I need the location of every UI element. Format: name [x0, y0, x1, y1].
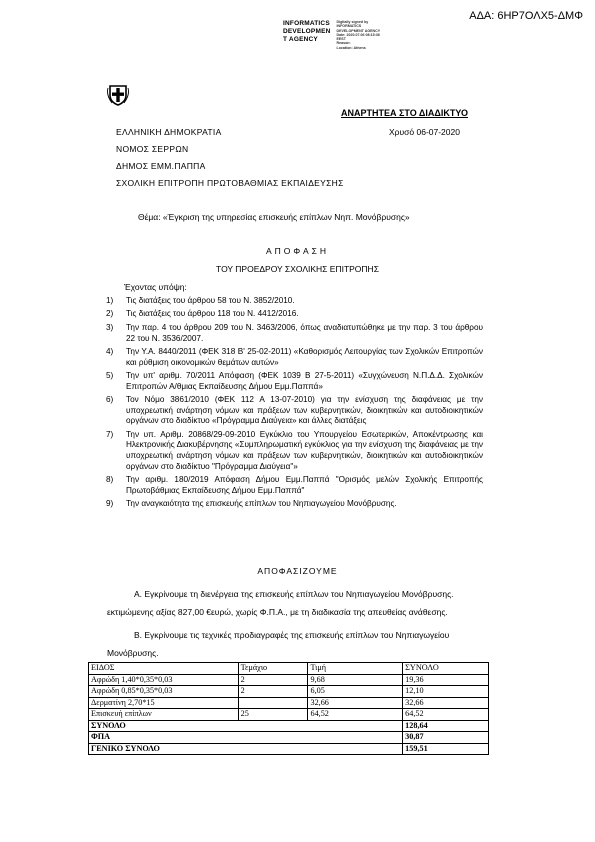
publish-online-notice: ΑΝΑΡΤΗΤΕΑ ΣΤΟ ΔΙΑΔΙΚΤΥΟ	[341, 108, 468, 118]
list-text: Τις διατάξεις του άρθρου 58 του Ν. 3852/2010.	[126, 296, 295, 305]
list-text: Την αναγκαιότητα της επισκευής επίπλων του Νηπιαγωγείου Μονόβρυσης.	[126, 499, 397, 509]
list-item	[106, 371, 483, 392]
list-number: 8)	[106, 475, 114, 485]
considering-label: Έχοντας υπόψη:	[124, 282, 187, 292]
list-item	[106, 296, 483, 307]
decision-heading: ΑΠΟΦΑΣΙΖΟΥΜΕ	[257, 566, 338, 576]
list-number: 7)	[106, 429, 114, 439]
list-number: 4)	[106, 347, 114, 357]
list-text: Την υπ. Αριθμ. 20868/29-09-2010 Εγκύκλιο του Υπουργείου Εσωτερικών, Αποκέντρωσης και Ηλεκτρονικής Διακυβέρνησης «Συμπληρωματική εγκύκλιος για την ενίσχυση της διαφάνειας με την υποχρεωτική ανάρτηση νόμων και πράξεων των κυβερνητικών, διοικητικών και αυτοδιοικητικών οργάνων στο διαδίκτυο "Πρόγραμμα Διαύγεια"»	[126, 429, 483, 471]
total-value: 128,64	[403, 720, 489, 732]
table-cell: Αφρώδη 1,40*0,35*0,03	[89, 674, 239, 686]
table-cell: 19,36	[403, 674, 489, 686]
digital-signature-stamp	[283, 20, 380, 50]
subtotal-row	[89, 720, 489, 732]
column-header: ΕΙΔΟΣ	[89, 663, 239, 675]
total-value: 30,87	[403, 732, 489, 744]
document-date: Χρυσό 06-07-2020	[389, 127, 460, 137]
signature-line: Location: Athens	[336, 45, 366, 50]
ia-logo-line: T AGENCY	[283, 36, 318, 43]
table-cell	[238, 697, 308, 709]
list-number: 1)	[106, 296, 114, 305]
signature-details	[337, 20, 381, 50]
table-cell: 32,66	[308, 697, 403, 709]
table-cell: 12,10	[403, 686, 489, 698]
column-header: Τιμή	[308, 663, 403, 675]
table-cell: Δερματίνη 2,70*15	[89, 697, 239, 709]
list-item	[106, 323, 483, 344]
list-text: Τις διατάξεις του άρθρου 118 του Ν. 4412/2016.	[126, 309, 299, 319]
table-cell: 2	[238, 674, 308, 686]
column-header: Τεμάχιο	[238, 663, 308, 675]
table-cell: Αφρώδη 0,85*0,35*0,03	[89, 686, 239, 698]
document-title: ΑΠΟΦΑΣΗ	[265, 246, 330, 256]
list-number: 2)	[106, 309, 114, 319]
list-number: 9)	[106, 499, 114, 509]
list-item	[106, 395, 483, 427]
signature-line: EEST	[336, 37, 346, 42]
list-item	[106, 347, 483, 368]
table-cell: 64,52	[403, 709, 489, 721]
table-row	[89, 709, 489, 721]
signature-line: Date: 2020.07.06 08:15:36	[336, 32, 380, 37]
cost-table	[88, 662, 489, 755]
ia-logo-line: DEVELOPMEN	[283, 28, 331, 35]
signature-line: Digitally signed by	[336, 20, 369, 24]
table-cell: 32,66	[403, 697, 489, 709]
column-header: ΣΥΝΟΛΟ	[403, 663, 489, 675]
table-row	[89, 697, 489, 709]
vat-row	[89, 732, 489, 744]
total-label: ΓΕΝΙΚΟ ΣΥΝΟΛΟ	[89, 743, 403, 755]
document-subtitle: ΤΟΥ ΠΡΟΕΔΡΟΥ ΣΧΟΛΙΚΗΣ ΕΠΙΤΡΟΠΗΣ	[216, 264, 379, 274]
list-item	[106, 309, 483, 320]
table-cell: 9,68	[308, 674, 403, 686]
header-prefecture: ΝΟΜΟΣ ΣΕΡΡΩΝ	[116, 144, 189, 154]
list-item	[106, 499, 483, 510]
signature-line: INFORMATICS	[336, 24, 362, 29]
total-value: 159,51	[403, 743, 489, 755]
list-number: 5)	[106, 371, 114, 381]
ada-code: ΑΔΑ: 6ΗΡ7ΟΛΧ5-ΔΜΦ	[469, 10, 583, 22]
ia-logo-text	[283, 20, 331, 50]
table-row	[89, 674, 489, 686]
considerations-list	[106, 296, 483, 513]
signature-line: DEVELOPMENT AGENCY	[336, 28, 381, 33]
table-cell: 6,05	[308, 686, 403, 698]
list-item	[106, 430, 483, 472]
table-cell: 25	[238, 709, 308, 721]
header-republic: ΕΛΛΗΝΙΚΗ ΔΗΜΟΚΡΑΤΙΑ	[116, 127, 222, 137]
header-school-committee: ΣΧΟΛΙΚΗ ΕΠΙΤΡΟΠΗ ΠΡΩΤΟΒΑΘΜΙΑΣ ΕΚΠΑΙΔΕΥΣΗΣ	[116, 178, 344, 188]
ia-logo-line: INFORMATICS	[283, 20, 330, 27]
total-label: ΦΠΑ	[89, 732, 403, 744]
decision-paragraph-a: Α. Εγκρίνουμε τη διενέργεια της επισκευής επίπλων του Νηπιαγωγείου Μονόβρυσης. εκτιμώμενης αξίας 827,00 €ευρώ, χωρίς Φ.Π.Α., με τη διαδικασία της απευθείας ανάθεσης.	[107, 589, 454, 617]
table-cell: 64,52	[308, 709, 403, 721]
table-cell: Επισκευή επίπλων	[89, 709, 239, 721]
list-text: Τον Νόμο 3861/2010 (ΦΕΚ 112 Α 13-07-2010) για την ενίσχυση της διαφάνειας με την υποχρεωτική ανάρτηση νόμων και πράξεων των κυβερνητικών, διοικητικών και αυτοδιοικητικών οργάνων στο διαδίκτυο «Πρόγραμμα Διαύγεια» και άλλες διατάξεις	[126, 395, 483, 426]
total-label: ΣΥΝΟΛΟ	[89, 720, 403, 732]
table-header-row	[89, 663, 489, 675]
grand-total-row	[89, 743, 489, 755]
list-text: Την αριθμ. 180/2019 Απόφαση Δήμου Εμμ.Παππά "Ορισμός μελών Σχολικής Επιτροπής Πρωτοβάθμιας Εκπαίδευσης Δήμου Εμμ.Παππά"	[126, 475, 483, 495]
list-item	[106, 475, 483, 496]
table-row	[89, 686, 489, 698]
list-number: 3)	[106, 322, 114, 332]
greek-coat-of-arms-icon	[106, 82, 130, 106]
list-text: Την παρ. 4 του άρθρου 209 του Ν. 3463/2006, όπως αναδιατυπώθηκε με την παρ. 3 του άρθρου 22 του Ν. 3536/2007.	[126, 322, 483, 343]
signature-line: Reason:	[336, 41, 351, 46]
list-text: Την Υ.Α. 8440/2011 (ΦΕΚ 318 Β' 25-02-2011) «Καθορισμός Λειτουργίας των Σχολικών Επιτροπών και ρύθμιση οικονομικών θεμάτων αυτών»	[126, 347, 483, 367]
header-municipality: ΔΗΜΟΣ ΕΜΜ.ΠΑΠΠΑ	[116, 161, 206, 171]
table-cell: 2	[238, 686, 308, 698]
decision-paragraph-b: Β. Εγκρίνουμε τις τεχνικές προδιαγραφές της επισκευής επίπλων του Νηπιαγωγείου Μονόβρυσης.	[107, 630, 450, 658]
list-number: 6)	[106, 395, 114, 405]
subject-line: Θέμα: «Έγκριση της υπηρεσίας επισκευής επίπλων Νηπ. Μονόβρυσης»	[138, 212, 410, 222]
list-text: Την υπ' αριθμ. 70/2011 Απόφαση (ΦΕΚ 1039 Β 27-5-2011) «Συγχώνευση Ν.Π.Δ.Δ. Σχολικών Επιτροπών Α/θμιας Εκπαίδευσης Δήμου Εμμ.Παππά»	[126, 371, 483, 391]
